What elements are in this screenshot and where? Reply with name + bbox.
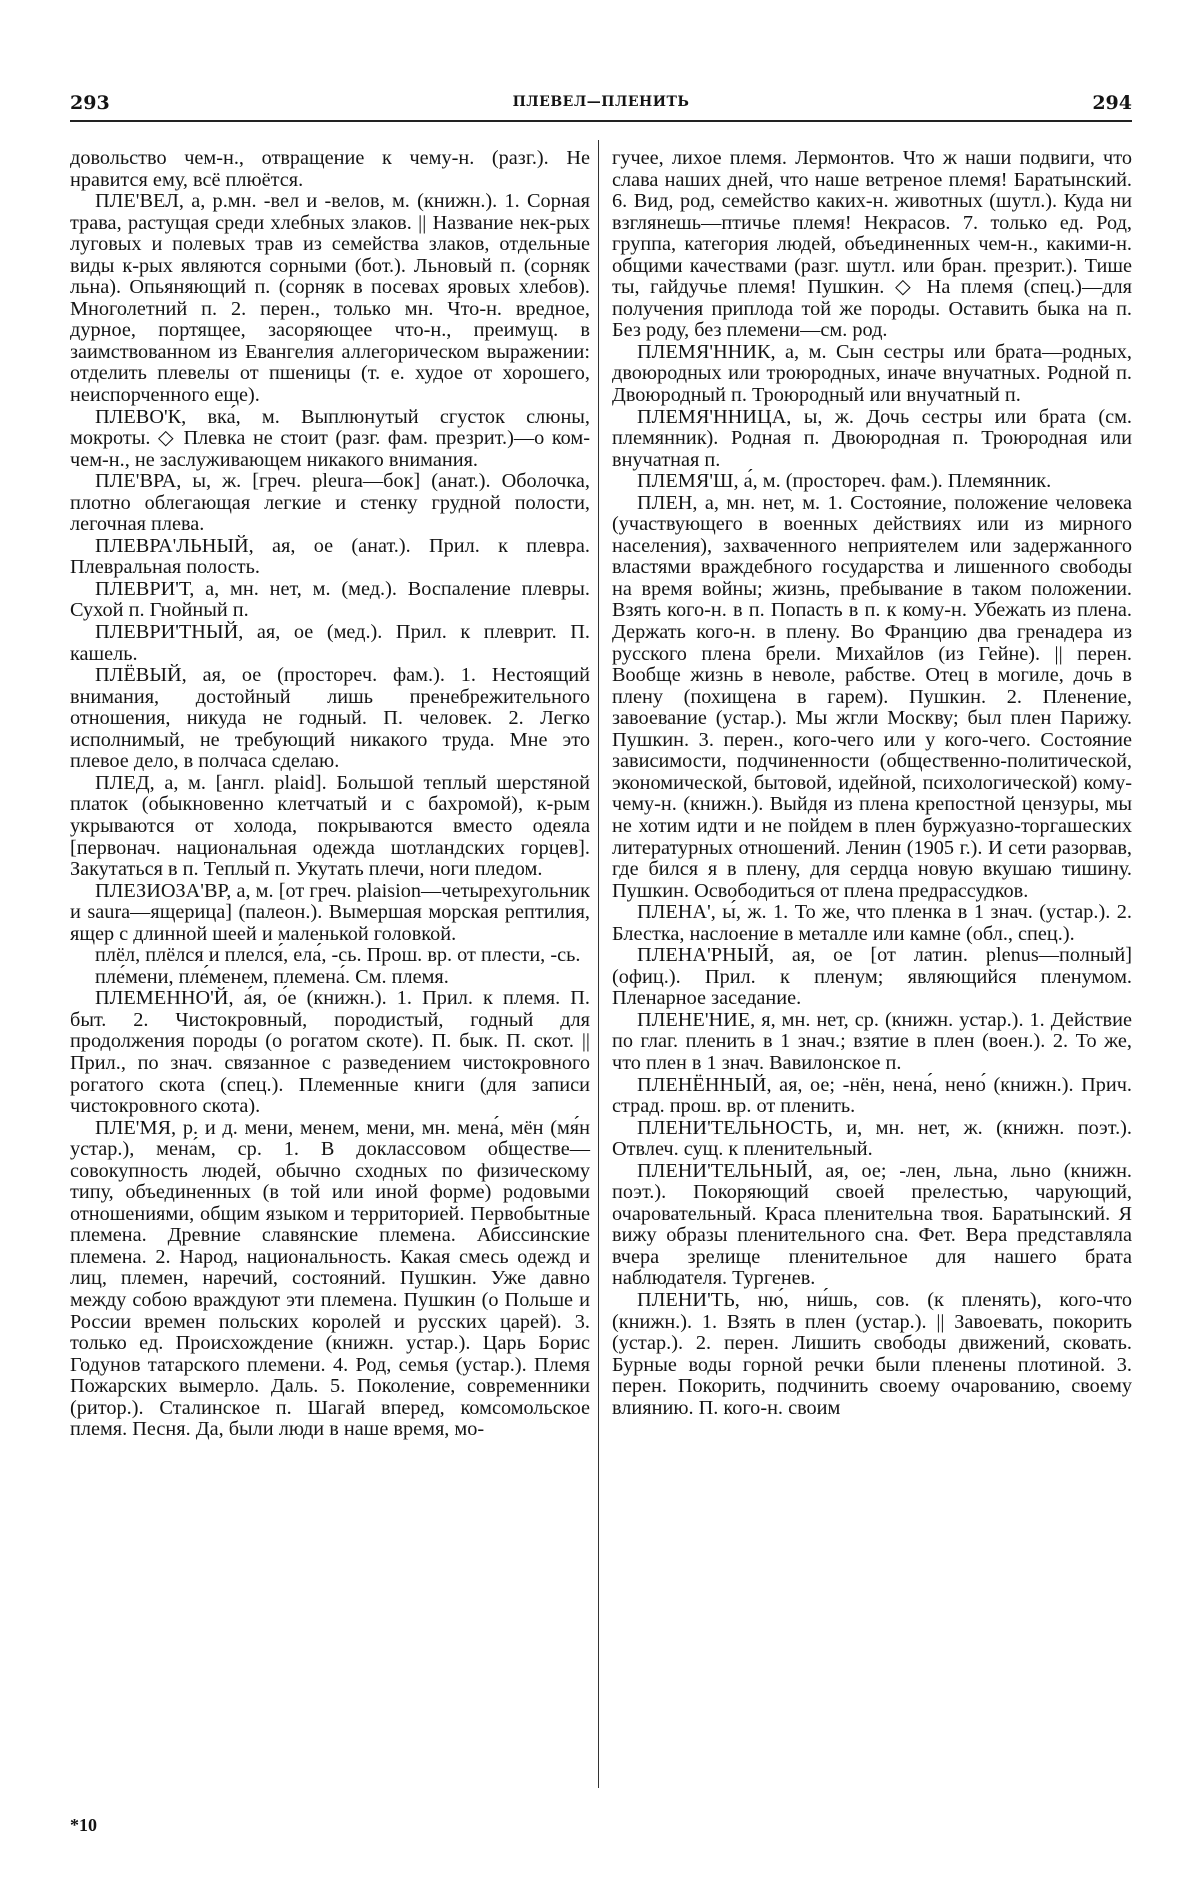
entry-plevok: ПЛЕВО'К, вка́, м. Выплюнутый сгусток слюны, мокроты. ◇ Плевка не стоит (разг. фам. презрит.)—о ком-чем-н., не заслуживающем никакого внимания.: [70, 405, 590, 471]
entry-plemyash: ПЛЕМЯ'Ш, а́, м. (простореч. фам.). Племянник.: [637, 470, 1052, 493]
entry-plemya: ПЛЕ'МЯ, р. и д. мени, менем, мени, мн. мена́, мён (мя́н устар.), мена́м, ср. 1. В доклассовом обществе—совокупность людей, обычно сходных по физическому типу, объединенных (в той или иной форме) родовыми отношениями, общим языком и территорией. Первобытные племена. Древние славянские племена. Абиссинские племена. 2. Народ, национальность. Какая смесь одежд и лиц, племен, наречий, состояний. Пушкин. Уже давно между собою враждуют эти племена. Пушкин (о Польше и России времен польских королей и русских царей). 3. только ед. Происхождение (книжн. устар.). Царь Борис Годунов татарского племени. 4. Род, семья (устар.). Племя Пожарских вымерло. Даль. 5. Поколение, современники (ритор.). Сталинское п. Шагай вперед, комсомольское племя. Песня. Да, были люди в наше время, мо-: [70, 1116, 590, 1441]
entry-plevralnyi: ПЛЕВРА'ЛЬНЫЙ, ая, ое (анат.). Прил. к плевра. Плевральная полость.: [70, 534, 590, 579]
entry-plenitelnost: ПЛЕНИ'ТЕЛЬНОСТЬ, и, мн. нет, ж. (книжн. поэт.). Отвлеч. сущ. к пленительный.: [612, 1116, 1132, 1161]
running-header: [70, 92, 1132, 120]
entry-continuation: довольство чем-н., отвращение к чему-н. (разг.). Не нравится ему, всё плюётся.: [70, 147, 590, 191]
entry-plemennoi: ПЛЕМЕННО'Й, а́я, о́е (книжн.). 1. Прил. к племя. П. быт. 2. Чистокровный, породистый, годный для продолжения породы (о рогатом скоте). П. бык. П. скот. || Прил., по знач. связанное с разведением чистокровного рогатого скота (спец.). Племенные книги (для записи чистокровного скота).: [70, 987, 590, 1118]
entry-pled: ПЛЕД, а, м. [англ. plaid]. Большой теплый шерстяной платок (обыкновенно клетчатый и с бахромой), к-рым укрываются от холода, покрываются вместо одеяла [первонач. национальная одежда шотландских горцев]. Закутаться в п. Теплый п. Укутать плечи, ноги пледом.: [70, 771, 590, 881]
page-number-right: 294: [1092, 92, 1132, 114]
entry-plevrit: ПЛЕВРИ'Т, а, мн. нет, м. (мед.). Воспаление плевры. Сухой п. Гнойный п.: [70, 577, 590, 622]
entry-plyovyi: ПЛЁВЫЙ, ая, ое (простореч. фам.). 1. Нестоящий внимания, достойный лишь пренебрежительного отношения, никуда не годный. П. человек. 2. Легко исполнимый, не требующий никакого труда. Мне это плевое дело, в полчаса сделаю.: [70, 664, 590, 773]
entry-plevra: ПЛЕ'ВРА, ы, ж. [греч. pleura—бок] (анат.). Оболочка, плотно облегающая легкие и стенку грудной полости, легочная плева.: [70, 470, 590, 536]
entry-plemeni: пле́мени, пле́менем, племена́. См. племя.: [95, 965, 449, 988]
entry-plenitelnyi: ПЛЕНИ'ТЕЛЬНЫЙ, ая, ое; -лен, льна, льно (книжн. поэт.). Покоряющий своей прелестью, чарующий, очаровательный. Краса пленительна твоя. Баратынский. Я вижу образы пленительного сна. Фет. Вера представляла вчера зрелище пленительное для нашего брата наблюдателя. Тургенев.: [612, 1159, 1132, 1290]
header-title: ПЛЕВЕЛ—ПЛЕНИТЬ: [512, 94, 690, 110]
entry-plenyonnyi: ПЛЕНЁННЫЙ, ая, ое; -нён, нена́, нено́ (книжн.). Прич. страд. прош. вр. от пленить.: [612, 1073, 1132, 1118]
entry-pleziozavr: ПЛЕЗИОЗА'ВР, а, м. [от греч. plaision—четырехугольник и saura—ящерица] (палеон.). Вымершая морская рептилия, ящер с длинной шеей и маленькой головкой.: [70, 879, 590, 945]
header-rule: [70, 120, 1132, 122]
entry-continuation: гучее, лихое племя. Лермонтов. Что ж наши подвиги, что слава наших дней, что наше ветреное племя! Баратынский. 6. Вид, род, семейство каких-н. животных (шутл.). Куда ни взглянешь—птичье племя! Некрасов. 7. только ед. Род, группа, категория людей, объединенных чем-н., какими-н. общими качествами (разг. шутл. или бран. презрит.). Тише ты, гайдучье племя! Пушкин. ◇ На племя́ (спец.)—для получения приплода той же породы. Оставить быка на п. Без роду, без племени—см. род.: [612, 147, 1132, 342]
page-number-left: 293: [70, 92, 110, 114]
right-column: [612, 148, 1132, 1419]
entry-plena: ПЛЕНА', ы́, ж. 1. То же, что пленка в 1 знач. (устар.). 2. Блестка, наслоение в металле или камне (обл., спец.).: [612, 901, 1132, 945]
left-column: [70, 148, 590, 1441]
entry-plenit: ПЛЕНИ'ТЬ, ню́, ни́шь, сов. (к пленять), кого-что (книжн.). 1. Взять в плен (устар.). || Завоевать, покорить (устар.). 2. перен. Лишить свободы движений, сковать. Бурные воды горной речки были пленены плотиной. 3. перен. Покорить, подчинить своему очарованию, своему влиянию. П. кого-н. своим: [612, 1288, 1132, 1419]
entry-plen: ПЛЕН, а, мн. нет, м. 1. Состояние, положение человека (участвующего в военных действиях или из мирного населения), захваченного неприятелем или задержанного властями враждебного государства и лишенного свободы на время войны; жизнь, пребывание в таком положении. Взять кого-н. в п. Попасть в п. к кому-н. Убежать из плена. Держать кого-н. в плену. Во Францию два гренадера из русского плена брели. Михайлов (из Гейне). || перен. Вообще жизнь в неволе, рабстве. Отец в могиле, дочь в плену (похищена в гарем). Пушкин. 2. Пленение, завоевание (устар.). Мы жгли Москву; был плен Парижу. Пушкин. 3. перен., кого-чего или у кого-чего. Состояние зависимости, подчиненности (общественно-политической, экономической, бытовой, идейной, психологической) кому-чему-н. (книжн.). Выйдя из плена крепостной цензуры, мы не хотим идти и не пойдем в плен буржуазно-торгашеских литературных отношений. Ленин (1905 г.). И сети разорвав, где бился я в плену, для сердца новую вкушаю тишину. Пушкин. Освободиться от плена предрассудков.: [612, 491, 1132, 902]
column-divider: [598, 140, 599, 1788]
signature-mark: *10: [70, 1815, 97, 1835]
entry-plevritnyi: ПЛЕВРИ'ТНЫЙ, ая, ое (мед.). Прил. к плеврит. П. кашель.: [70, 621, 590, 665]
entry-plenenie: ПЛЕНЕ'НИЕ, я, мн. нет, ср. (книжн. устар.). 1. Действие по глаг. пленить в 1 знач.; взятие в плен (воен.). 2. То же, что плен в 1 знач. Вавилонское п.: [612, 1008, 1132, 1074]
entry-plenarnyi: ПЛЕНА'РНЫЙ, ая, ое [от латин. plenus—полный] (офиц.). Прил. к пленум; являющийся пленумом. Пленарное заседание.: [612, 944, 1132, 1010]
entry-plemyannik: ПЛЕМЯ'ННИК, а, м. Сын сестры или брата—родных, двоюродных или троюродных, иначе внучатных. Родной п. Двоюродный п. Троюродный или внучатный п.: [612, 340, 1132, 407]
entry-plemyannitsa: ПЛЕМЯ'ННИЦА, ы, ж. Дочь сестры или брата (см. племянник). Родная п. Двоюродная п. Троюродная или внучатная п.: [612, 405, 1132, 471]
entry-plyol: плёл, плёлся и плелся́, ела́, -сь. Прош. вр. от плести, -сь.: [95, 944, 581, 967]
entry-plevel: ПЛЕ'ВЕЛ, а, р.мн. -вел и -велов, м. (книжн.). 1. Сорная трава, растущая среди хлебных злаков. || Название нек-рых луговых и полевых трав из семейства злаков, отдельные виды к-рых являются сорными (бот.). Льновый п. (сорняк льна). Опьяняющий п. (сорняк в посевах яровых хлебов). Многолетний п. 2. перен., только мн. Что-н. вредное, дурное, портящее, засоряющее что-н., преимущ. в заимствованном из Евангелия аллегорическом выражении: отделить плевелы от пшеницы (т. е. худое от хорошего, неиспорченного еще).: [70, 190, 590, 407]
